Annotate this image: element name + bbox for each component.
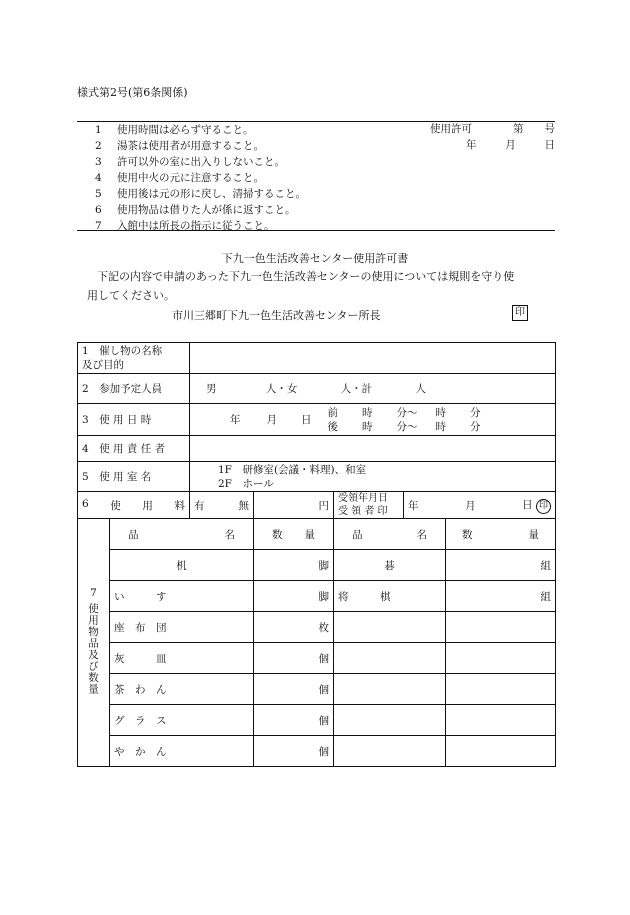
- table-row: [78, 462, 556, 492]
- empty-cell[interactable]: [334, 736, 446, 767]
- item-name: 座 布 団: [110, 612, 254, 643]
- item-qty[interactable]: 脚: [254, 550, 334, 581]
- table-row: [78, 436, 556, 462]
- empty-cell[interactable]: [446, 705, 556, 736]
- table-row: [78, 404, 556, 436]
- rule-item: 2 湯茶は使用者が用意すること。: [95, 140, 264, 152]
- col-header-item: 品 名: [110, 519, 254, 550]
- table-row: [78, 550, 556, 581]
- item-qty[interactable]: 個: [254, 643, 334, 674]
- notice-body-line1: 下記の内容で申請のあった下九一色生活改善センターの使用については規則を守り使: [97, 270, 515, 283]
- item-qty[interactable]: 組: [446, 550, 556, 581]
- usage-datetime-field[interactable]: 年 月 日 前 時 分〜 時 分 後 時 分〜 時 分: [190, 404, 556, 436]
- empty-cell[interactable]: [446, 736, 556, 767]
- event-name-field[interactable]: [190, 343, 556, 374]
- table-row: [78, 343, 556, 374]
- item-name: 碁: [334, 550, 446, 581]
- room-label: 5 使 用 室 名: [78, 462, 190, 492]
- items-label: 7 使用物品及び数量: [78, 519, 110, 767]
- empty-cell[interactable]: [446, 612, 556, 643]
- item-name: や か ん: [110, 736, 254, 767]
- seal-stamp: 印: [512, 305, 528, 321]
- notice-body-line2: 用してください。: [87, 289, 175, 302]
- item-qty[interactable]: 個: [254, 736, 334, 767]
- item-name: グ ラ ス: [110, 705, 254, 736]
- table-row: [78, 674, 556, 705]
- rule-item: 5 使用後は元の形に戻し、清掃すること。: [95, 188, 306, 200]
- col-header-qty: 数 量: [254, 519, 334, 550]
- attendees-label: 2 参加予定人員: [78, 374, 190, 404]
- item-name: い す: [110, 581, 254, 612]
- fee-amount-field[interactable]: 円: [254, 492, 334, 519]
- room-field: 1F 研修室(会議・料理)、和室 2F ホール: [190, 462, 556, 492]
- permit-number-box: 使用許可 第 号 年 月 日: [430, 123, 555, 151]
- item-qty[interactable]: 組: [446, 581, 556, 612]
- rules-bottom-rule: [77, 230, 555, 231]
- empty-cell[interactable]: [334, 643, 446, 674]
- item-name: 将 棋: [334, 581, 446, 612]
- empty-cell[interactable]: [446, 643, 556, 674]
- item-qty[interactable]: 個: [254, 705, 334, 736]
- table-row: [78, 643, 556, 674]
- issuer-name: 市川三郷町下九一色生活改善センター所長: [172, 309, 381, 322]
- table-row: [78, 374, 556, 404]
- table-row: [78, 519, 556, 550]
- responsible-person-field[interactable]: [190, 436, 556, 462]
- receipt-label: 受領年月日 受 領 者 印: [334, 492, 404, 519]
- item-name: 灰 皿: [110, 643, 254, 674]
- table-row: [78, 581, 556, 612]
- form-number: 様式第2号(第6条関係): [77, 86, 188, 99]
- rule-item: 7 入館中は所長の指示に従うこと。: [95, 220, 275, 232]
- fee-label: 6 使 用 料: [78, 492, 190, 519]
- responsible-person-label: 4 使 用 責 任 者: [78, 436, 190, 462]
- event-name-label: 1 催し物の名称 及び目的: [78, 343, 190, 374]
- item-name: 茶 わ ん: [110, 674, 254, 705]
- table-row: [78, 612, 556, 643]
- rule-item: 4 使用中火の元に注意すること。: [95, 172, 264, 184]
- fee-yes-no[interactable]: 有 無: [190, 492, 254, 519]
- table-row: [78, 736, 556, 767]
- rule-item: 3 許可以外の室に出入りしないこと。: [95, 156, 285, 168]
- table-row: [78, 705, 556, 736]
- item-qty[interactable]: 脚: [254, 581, 334, 612]
- usage-datetime-label: 3 使 用 日 時: [78, 404, 190, 436]
- rule-item: 6 使用物品は借りた人が係に返すこと。: [95, 204, 296, 216]
- seal-stamp: 印: [536, 499, 551, 514]
- empty-cell[interactable]: [334, 674, 446, 705]
- table-row: [78, 492, 556, 519]
- col-header-qty: 数 量: [446, 519, 556, 550]
- empty-cell[interactable]: [334, 612, 446, 643]
- item-qty[interactable]: 個: [254, 674, 334, 705]
- rule-item: 1 使用時間は必らず守ること。: [95, 124, 254, 136]
- item-name: 机: [110, 550, 254, 581]
- attendees-field[interactable]: 男 人・女 人・計 人: [190, 374, 556, 404]
- notice-title: 下九一色生活改善センター使用許可書: [221, 252, 409, 265]
- empty-cell[interactable]: [334, 705, 446, 736]
- empty-cell[interactable]: [446, 674, 556, 705]
- col-header-item: 品 名: [334, 519, 446, 550]
- usage-table: [77, 342, 556, 767]
- item-qty[interactable]: 枚: [254, 612, 334, 643]
- receipt-date-field[interactable]: 年 月 日 印: [404, 492, 556, 519]
